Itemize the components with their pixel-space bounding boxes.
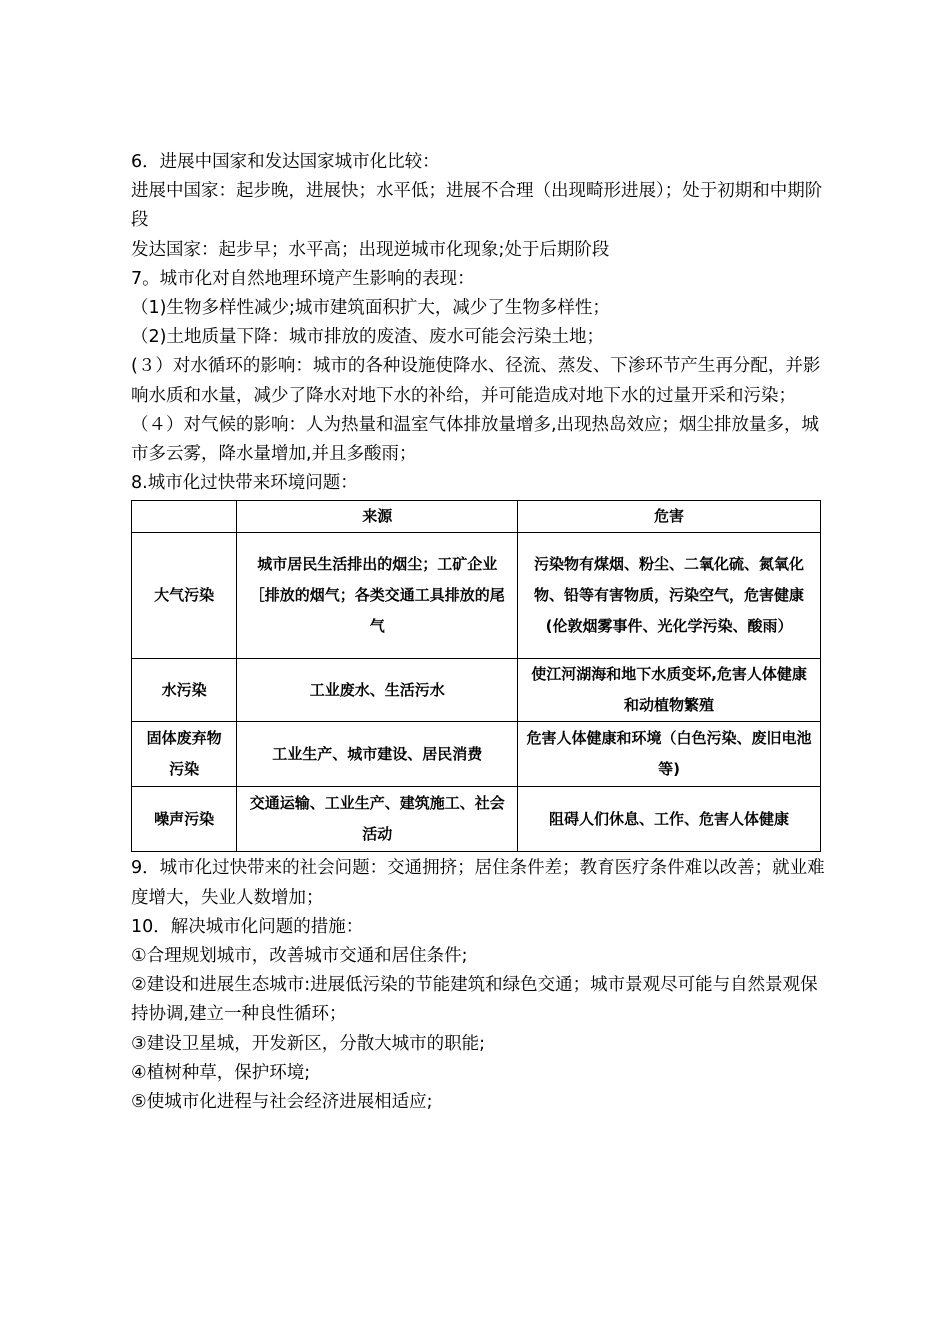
table-cell-source: 交通运输、工业生产、建筑施工、社会活动 — [237, 787, 518, 852]
section7-item-1: （1)生物多样性减少;城市建筑面积扩大，减少了生物多样性； — [131, 298, 610, 319]
section10-item-2: ②建设和进展生态城市:进展低污染的节能建筑和绿色交通；城市景观尽可能与自然景观保持协调,建立一种良性循环； — [131, 975, 818, 1025]
section6-heading: 6．进展中国家和发达国家城市化比较： — [131, 152, 440, 172]
section7-item-2: （2)土地质量下降：城市排放的废渣、废水可能会污染土地； — [131, 327, 604, 348]
section10-item-5: ⑤使城市化进程与社会经济进展相适应; — [131, 1092, 433, 1113]
section9-text: 9．城市化过快带来的社会问题：交通拥挤；居住条件差；教育医疗条件难以改善；就业难度增大，失业人数增加； — [131, 858, 825, 908]
section10-item-4: ④植树种草，保护环境; — [131, 1062, 311, 1083]
table-row — [132, 722, 821, 787]
table-header-harm: 危害 — [518, 501, 821, 533]
section10-item-1: ①合理规划城市，改善城市交通和居住条件; — [131, 946, 468, 967]
table-cell-type: 大气污染 — [132, 533, 237, 659]
table-header-row — [132, 501, 821, 533]
table-cell-type: 水污染 — [132, 659, 237, 722]
table-cell-harm: 阻碍人们休息、工作、危害人体健康 — [518, 787, 821, 852]
section6-developed: 发达国家：起步早；水平高；出现逆城市化现象;处于后期阶段 — [131, 239, 610, 260]
table-header-source: 来源 — [237, 501, 518, 533]
table-cell-source: 工业废水、生活污水 — [237, 659, 518, 722]
section7-item-3: (３）对水循环的影响：城市的各种设施使降水、径流、蒸发、下渗环节产生再分配，并影响水质和水量，减少了降水对地下水的补给，并可能造成对地下水的过量开采和污染； — [131, 356, 821, 406]
section10-item-3: ③建设卫星城，开发新区，分散大城市的职能; — [131, 1033, 486, 1054]
table-cell-source: 城市居民生活排出的烟尘；工矿企业［排放的烟气；各类交通工具排放的尾气 — [237, 533, 518, 659]
table-cell-source: 工业生产、城市建设、居民消费 — [237, 722, 518, 787]
table-row — [132, 659, 821, 722]
table-row — [132, 533, 821, 659]
table-row — [132, 787, 821, 852]
section6-developing: 进展中国家：起步晚，进展快；水平低；进展不合理（出现畸形进展）；处于初期和中期阶段 — [131, 181, 823, 231]
section8-heading: 8.城市化过快带来环境问题： — [131, 473, 358, 494]
table-cell-harm: 污染物有煤烟、粉尘、二氧化硫、氮氧化物、铅等有害物质，污染空气，危害健康(伦敦烟雾事件、光化学污染、酸雨） — [518, 533, 821, 659]
section7-heading: 7。城市化对自然地理环境产生影响的表现： — [131, 268, 475, 289]
section10-heading: 10．解决城市化问题的措施： — [131, 916, 364, 937]
table-cell-harm: 使江河湖海和地下水质变坏,危害人体健康和动植物繁殖 — [518, 659, 821, 722]
table-cell-harm: 危害人体健康和环境（白色污染、废旧电池等) — [518, 722, 821, 787]
section7-item-4: （４）对气候的影响：人为热量和温室气体排放量增多,出现热岛效应；烟尘排放量多，城市多云雾，降水量增加,并且多酸雨； — [131, 414, 820, 465]
document-page — [131, 148, 831, 1117]
table-cell-type: 固体废弃物污染 — [132, 722, 237, 787]
environment-problems-table — [131, 500, 821, 852]
table-header-blank — [132, 501, 237, 533]
table-cell-type: 噪声污染 — [132, 787, 237, 852]
